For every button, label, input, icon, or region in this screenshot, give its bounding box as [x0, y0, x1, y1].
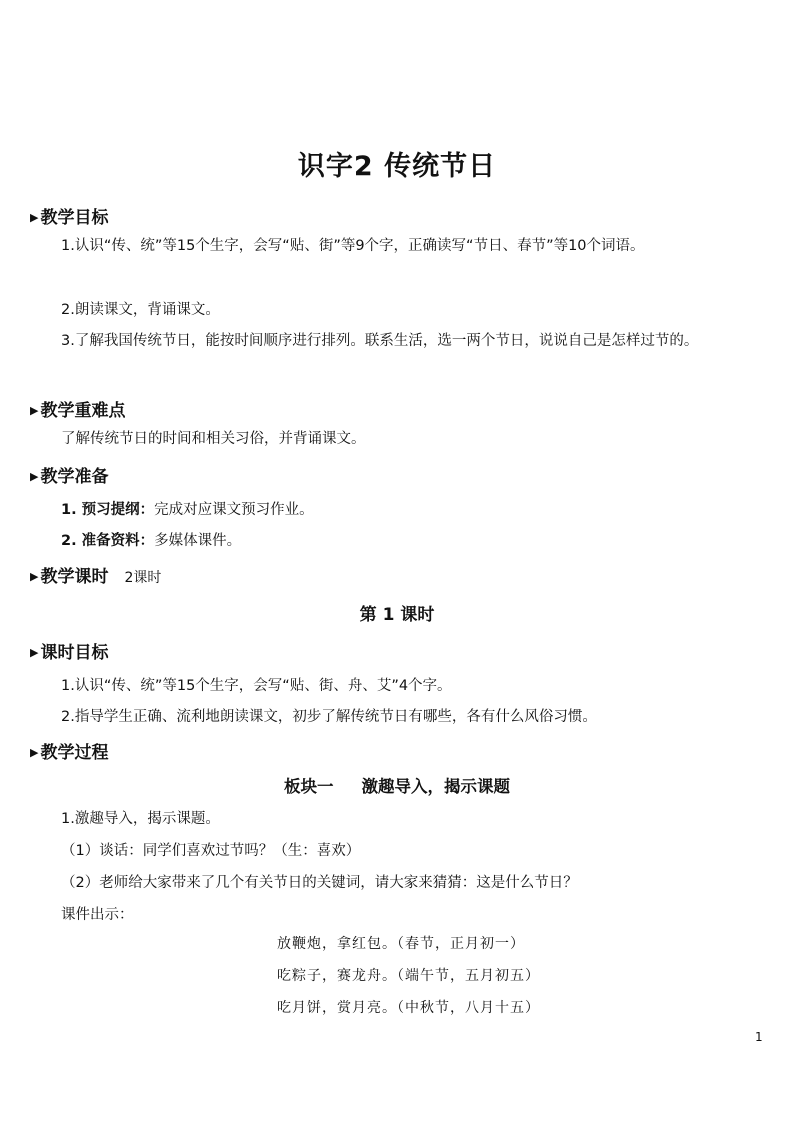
process-line-1: 1.激趣导入，揭示课题。 — [61, 811, 220, 827]
section-heading-label: 教学过程 — [40, 743, 109, 763]
preparation-item-text: 完成对应课文预习作业。 — [154, 502, 314, 518]
preparation-item-label: 1. 预习提纲： — [61, 502, 155, 518]
block-label: 板块一 — [284, 777, 334, 796]
key-points-text: 了解传统节日的时间和相关习俗，并背诵课文。 — [61, 431, 366, 447]
hours-value: 2课时 — [124, 570, 162, 586]
triangle-bullet-icon: ▶ — [30, 211, 39, 224]
section-heading-key-points — [30, 396, 125, 421]
process-line-4: 课件出示： — [61, 907, 134, 923]
goal-item-3: 3.了解我国传统节日，能按时间顺序进行排列。联系生活，选一两个节日，说说自己是怎样过节的。 — [61, 333, 699, 349]
preparation-item-text: 多媒体课件。 — [154, 533, 242, 549]
riddle-line-1: 放鞭炮，拿红包。（春节，正月初一） — [277, 936, 525, 952]
section-heading-lesson-goals — [30, 638, 108, 663]
preparation-item-label: 2. 准备资料： — [61, 533, 155, 549]
section-heading-label: 教学目标 — [40, 208, 109, 228]
lesson-goal-item-2: 2.指导学生正确、流利地朗读课文，初步了解传统节日有哪些，各有什么风俗习惯。 — [61, 709, 597, 725]
triangle-bullet-icon: ▶ — [30, 404, 39, 417]
lesson-heading: 第 1 课时 — [359, 605, 435, 625]
process-line-2: （1）谈话：同学们喜欢过节吗？（生：喜欢） — [61, 843, 361, 859]
section-heading-preparation — [30, 462, 108, 487]
section-heading-label: 课时目标 — [40, 643, 109, 663]
riddle-line-3: 吃月饼，赏月亮。（中秋节，八月十五） — [277, 1000, 540, 1016]
block-title: 激趣导入，揭示课题 — [361, 777, 510, 796]
page-number: 1 — [755, 1030, 763, 1044]
preparation-item-1 — [61, 498, 314, 519]
triangle-bullet-icon: ▶ — [30, 646, 39, 659]
preparation-item-2 — [61, 529, 241, 550]
section-heading-goals — [30, 203, 108, 228]
lesson-goal-item-1: 1.认识“传、统”等15个生字，会写“贴、街、舟、艾”4个字。 — [61, 678, 452, 694]
riddle-line-2: 吃粽子，赛龙舟。（端午节，五月初五） — [277, 968, 540, 984]
document-title: 识字2 传统节日 — [297, 151, 497, 182]
block-heading — [0, 773, 794, 797]
section-heading-label: 教学重难点 — [40, 401, 126, 421]
section-heading-label: 教学课时 — [40, 567, 109, 587]
goal-item-2: 2.朗读课文，背诵课文。 — [61, 302, 220, 318]
section-heading-process — [30, 738, 108, 763]
process-line-3: （2）老师给大家带来了几个有关节日的关键词，请大家来猜猜：这是什么节日？ — [61, 875, 578, 891]
triangle-bullet-icon: ▶ — [30, 570, 39, 583]
goal-item-1: 1.认识“传、统”等15个生字，会写“贴、街”等9个字，正确读写“节日、春节”等10个词语。 — [61, 238, 645, 254]
triangle-bullet-icon: ▶ — [30, 746, 39, 759]
section-heading-label: 教学准备 — [40, 467, 109, 487]
section-heading-hours — [30, 562, 161, 587]
triangle-bullet-icon: ▶ — [30, 470, 39, 483]
